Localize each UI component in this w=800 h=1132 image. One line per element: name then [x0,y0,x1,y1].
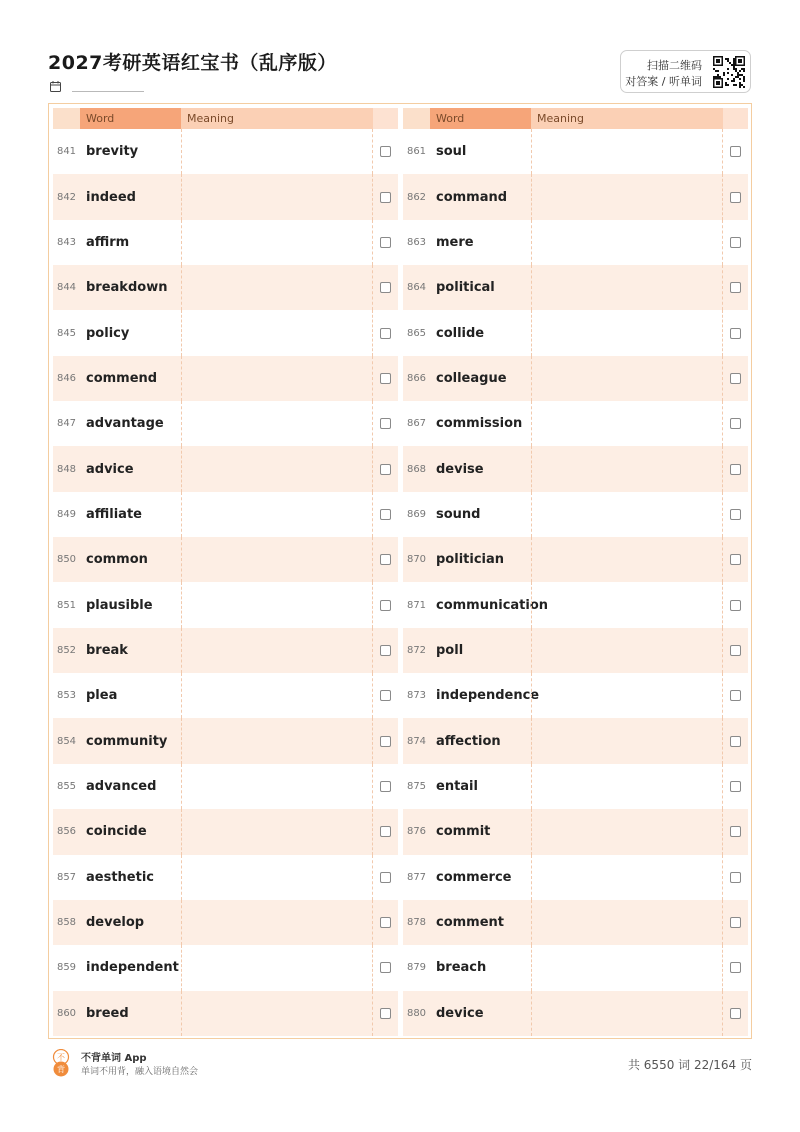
word-number: 867 [406,418,427,430]
word-row [403,492,748,537]
word-text: common [86,552,148,568]
header-word: Word [80,108,181,129]
meaning-blank[interactable] [531,492,723,537]
checkbox-icon[interactable] [380,192,391,203]
word-text: coincide [86,824,147,840]
header-meaning: Meaning [531,108,723,129]
word-text: colleague [436,370,507,386]
word-number: 845 [56,327,77,339]
logo-bottom-glyph: 背 [57,1065,65,1074]
word-text: breakdown [86,280,168,296]
word-row [53,537,398,582]
header-number-cell [53,108,80,129]
word-text: develop [86,915,145,931]
checkbox-cell[interactable] [723,356,748,401]
meaning-blank[interactable] [181,628,373,673]
word-text: soul [436,144,467,160]
checkbox-cell[interactable] [723,855,748,900]
word-text: policy [86,325,130,341]
word-text: advice [86,461,134,477]
checkbox-icon[interactable] [380,1008,391,1019]
word-row [403,991,748,1036]
word-text: sound [436,506,481,522]
checkbox-cell[interactable] [723,310,748,355]
checkbox-cell[interactable] [373,764,398,809]
checkbox-cell[interactable] [373,492,398,537]
word-row [53,809,398,854]
word-text: device [436,1005,484,1021]
word-number: 872 [406,644,427,656]
word-number: 868 [406,463,427,475]
word-text: breach [436,960,487,976]
page-info: 共 6550 词 22/164 页 [627,1058,752,1072]
checkbox-cell[interactable] [723,900,748,945]
checkbox-icon[interactable] [730,690,741,701]
meaning-blank[interactable] [181,446,373,491]
checkbox-cell[interactable] [373,310,398,355]
checkbox-cell[interactable] [723,129,748,174]
meaning-blank[interactable] [531,809,723,854]
word-number: 861 [406,146,427,158]
word-number: 853 [56,690,77,702]
word-number: 874 [406,735,427,747]
word-text: affection [436,733,501,749]
meaning-blank[interactable] [181,310,373,355]
word-number: 854 [56,735,77,747]
checkbox-cell[interactable] [373,900,398,945]
word-row [53,310,398,355]
word-row [403,673,748,718]
word-row [53,673,398,718]
header-check-cell [373,108,398,129]
word-row [53,945,398,990]
meaning-blank[interactable] [181,718,373,763]
word-number: 865 [406,327,427,339]
checkbox-cell[interactable] [373,855,398,900]
meaning-blank[interactable] [531,220,723,265]
meaning-blank[interactable] [531,356,723,401]
meaning-blank[interactable] [181,537,373,582]
word-text: political [436,280,495,296]
meaning-blank[interactable] [531,446,723,491]
checkbox-icon[interactable] [730,917,741,928]
word-number: 859 [56,962,77,974]
word-number: 843 [56,236,77,248]
checkbox-icon[interactable] [380,237,391,248]
checkbox-icon[interactable] [380,826,391,837]
word-row [53,401,398,446]
checkbox-icon[interactable] [380,146,391,157]
checkbox-icon[interactable] [730,146,741,157]
meaning-blank[interactable] [181,492,373,537]
word-text: command [436,189,508,205]
word-number: 842 [56,191,77,203]
checkbox-icon[interactable] [380,282,391,293]
word-text: politician [436,552,505,568]
checkbox-icon[interactable] [730,645,741,656]
word-row [53,174,398,219]
word-number: 860 [56,1007,77,1019]
checkbox-icon[interactable] [380,962,391,973]
meaning-blank[interactable] [181,945,373,990]
word-text: aesthetic [86,869,154,885]
checkbox-icon[interactable] [730,600,741,611]
word-text: community [86,733,168,749]
word-text: commission [436,416,523,432]
right-word-table [403,108,748,1036]
word-row [403,265,748,310]
qr-caption-line2: 对答案 / 听单词 [625,75,702,88]
checkbox-icon[interactable] [380,690,391,701]
word-row [53,492,398,537]
checkbox-icon[interactable] [730,464,741,475]
checkbox-cell[interactable] [723,945,748,990]
word-number: 879 [406,962,427,974]
checkbox-cell[interactable] [373,446,398,491]
word-row [403,764,748,809]
checkbox-cell[interactable] [723,220,748,265]
checkbox-cell[interactable] [723,582,748,627]
word-row [403,718,748,763]
checkbox-cell[interactable] [373,174,398,219]
app-name: 不背单词 App [81,1053,147,1064]
table-header [53,108,398,129]
checkbox-icon[interactable] [730,872,741,883]
word-row [403,174,748,219]
meaning-blank[interactable] [531,764,723,809]
checkbox-cell[interactable] [373,401,398,446]
word-number: 852 [56,644,77,656]
checkbox-icon[interactable] [730,826,741,837]
checkbox-icon[interactable] [730,282,741,293]
word-row [53,129,398,174]
checkbox-icon[interactable] [380,418,391,429]
checkbox-cell[interactable] [373,628,398,673]
word-row [53,855,398,900]
word-text: plausible [86,597,153,613]
word-number: 873 [406,690,427,702]
word-text: advantage [86,416,164,432]
checkbox-icon[interactable] [380,736,391,747]
meaning-blank[interactable] [181,129,373,174]
checkbox-cell[interactable] [723,537,748,582]
word-text: affiliate [86,506,142,522]
word-number: 869 [406,508,427,520]
word-text: advanced [86,778,157,794]
word-text: brevity [86,144,139,160]
word-text: collide [436,325,485,341]
checkbox-cell[interactable] [723,446,748,491]
qr-caption [625,58,702,90]
checkbox-icon[interactable] [730,1008,741,1019]
meaning-blank[interactable] [531,174,723,219]
word-text: independent [86,960,179,976]
word-row [403,537,748,582]
checkbox-cell[interactable] [373,265,398,310]
checkbox-icon[interactable] [730,373,741,384]
word-number: 863 [406,236,427,248]
checkbox-icon[interactable] [380,464,391,475]
word-row [403,582,748,627]
checkbox-icon[interactable] [730,781,741,792]
word-text: commerce [436,869,512,885]
word-number: 870 [406,554,427,566]
header-number-cell [403,108,430,129]
word-number: 866 [406,372,427,384]
word-row [53,628,398,673]
meaning-blank[interactable] [531,673,723,718]
meaning-blank[interactable] [531,628,723,673]
meaning-blank[interactable] [531,900,723,945]
word-number: 871 [406,599,427,611]
word-number: 878 [406,917,427,929]
word-number: 851 [56,599,77,611]
meaning-blank[interactable] [181,764,373,809]
word-text: entail [436,778,478,794]
page-title: 2027考研英语红宝书（乱序版） [48,52,337,74]
checkbox-cell[interactable] [723,628,748,673]
word-number: 847 [56,418,77,430]
word-text: break [86,642,128,658]
meaning-blank[interactable] [531,855,723,900]
left-word-table [53,108,398,1036]
checkbox-icon[interactable] [730,418,741,429]
word-text: independence [436,688,540,704]
word-row [403,310,748,355]
word-number: 848 [56,463,77,475]
checkbox-cell[interactable] [723,991,748,1036]
word-row [53,220,398,265]
table-header [403,108,748,129]
word-row [403,356,748,401]
meaning-blank[interactable] [181,220,373,265]
word-number: 857 [56,871,77,883]
qr-caption-line1: 扫描二维码 [647,59,702,72]
checkbox-icon[interactable] [730,554,741,565]
app-slogan: 单词不用背，融入语境自然会 [81,1067,199,1077]
word-number: 841 [56,146,77,158]
meaning-blank[interactable] [181,900,373,945]
word-number: 844 [56,282,77,294]
qr-panel[interactable] [620,50,751,93]
checkbox-icon[interactable] [730,962,741,973]
meaning-blank[interactable] [531,310,723,355]
meaning-blank[interactable] [181,582,373,627]
word-number: 846 [56,372,77,384]
checkbox-cell[interactable] [723,401,748,446]
word-row [403,900,748,945]
word-text: plea [86,688,118,704]
checkbox-cell[interactable] [723,718,748,763]
checkbox-cell[interactable] [373,582,398,627]
meaning-blank[interactable] [531,401,723,446]
logo-top-glyph: 不 [57,1053,65,1062]
header-check-cell [723,108,748,129]
word-text: breed [86,1005,129,1021]
checkbox-icon[interactable] [730,237,741,248]
meaning-blank[interactable] [181,991,373,1036]
word-row [403,945,748,990]
word-row [53,265,398,310]
checkbox-cell[interactable] [723,174,748,219]
word-row [403,401,748,446]
word-row [403,129,748,174]
checkbox-cell[interactable] [373,809,398,854]
meaning-blank[interactable] [531,129,723,174]
word-number: 876 [406,826,427,838]
checkbox-icon[interactable] [380,872,391,883]
word-row [403,220,748,265]
calendar-icon [50,81,61,92]
word-text: communication [436,597,549,613]
word-row [403,855,748,900]
checkbox-icon[interactable] [380,917,391,928]
word-row [53,718,398,763]
word-sheet [48,103,752,1039]
checkbox-cell[interactable] [373,537,398,582]
checkbox-icon[interactable] [380,373,391,384]
checkbox-cell[interactable] [373,220,398,265]
word-row [53,991,398,1036]
checkbox-icon[interactable] [730,509,741,520]
word-number: 855 [56,780,77,792]
checkbox-icon[interactable] [380,600,391,611]
meaning-blank[interactable] [181,265,373,310]
word-text: affirm [86,234,130,250]
checkbox-cell[interactable] [373,945,398,990]
meaning-blank[interactable] [181,855,373,900]
word-number: 862 [406,191,427,203]
word-number: 880 [406,1007,427,1019]
word-row [403,446,748,491]
meaning-blank[interactable] [181,809,373,854]
checkbox-cell[interactable] [373,129,398,174]
checkbox-cell[interactable] [723,265,748,310]
word-number: 875 [406,780,427,792]
word-text: commit [436,824,491,840]
meaning-blank[interactable] [531,718,723,763]
word-number: 877 [406,871,427,883]
checkbox-icon[interactable] [730,736,741,747]
checkbox-icon[interactable] [730,328,741,339]
word-row [53,356,398,401]
app-logo-icon [50,1049,72,1077]
date-underline [72,91,144,92]
word-number: 850 [56,554,77,566]
word-number: 864 [406,282,427,294]
header-word: Word [430,108,531,129]
word-text: commend [86,370,158,386]
meaning-blank[interactable] [531,991,723,1036]
meaning-blank[interactable] [531,537,723,582]
word-number: 849 [56,508,77,520]
meaning-blank[interactable] [531,265,723,310]
word-text: poll [436,642,464,658]
checkbox-cell[interactable] [723,492,748,537]
checkbox-cell[interactable] [373,673,398,718]
word-text: mere [436,234,474,250]
meaning-blank[interactable] [181,401,373,446]
header-meaning: Meaning [181,108,373,129]
word-row [53,900,398,945]
checkbox-icon[interactable] [730,192,741,203]
word-number: 858 [56,917,77,929]
checkbox-icon[interactable] [380,509,391,520]
word-row [53,582,398,627]
checkbox-cell[interactable] [723,764,748,809]
checkbox-icon[interactable] [380,645,391,656]
word-row [53,446,398,491]
meaning-blank[interactable] [181,174,373,219]
date-field[interactable] [50,80,150,94]
checkbox-cell[interactable] [723,673,748,718]
word-row [53,764,398,809]
word-row [403,809,748,854]
word-number: 856 [56,826,77,838]
checkbox-cell[interactable] [373,356,398,401]
meaning-blank[interactable] [531,945,723,990]
checkbox-icon[interactable] [380,781,391,792]
meaning-blank[interactable] [181,356,373,401]
qr-code-icon[interactable] [713,56,745,88]
checkbox-cell[interactable] [723,809,748,854]
meaning-blank[interactable] [531,582,723,627]
word-row [403,628,748,673]
checkbox-cell[interactable] [373,718,398,763]
word-text: comment [436,915,505,931]
checkbox-icon[interactable] [380,554,391,565]
meaning-blank[interactable] [181,673,373,718]
word-text: indeed [86,189,136,205]
word-text: devise [436,461,484,477]
checkbox-cell[interactable] [373,991,398,1036]
checkbox-icon[interactable] [380,328,391,339]
